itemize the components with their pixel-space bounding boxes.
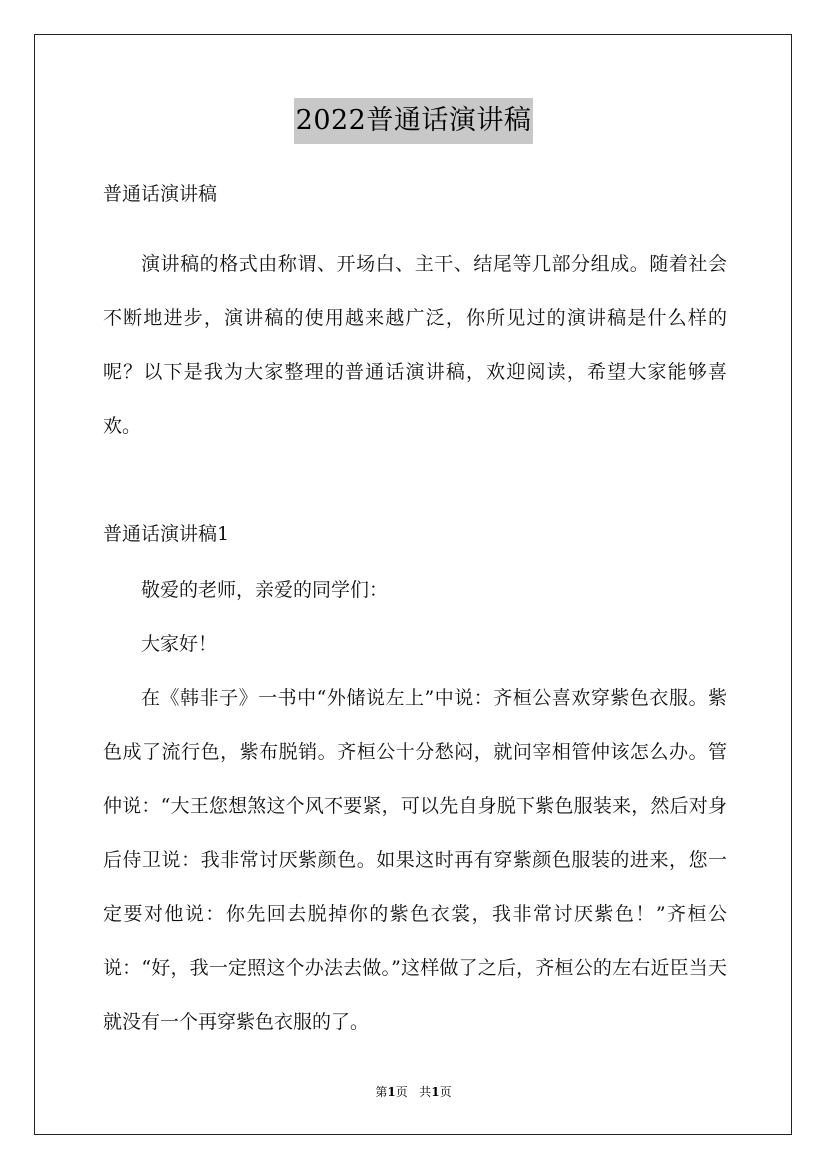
- total-pages: 1: [431, 1085, 440, 1099]
- total-label-suffix: 页: [439, 1085, 452, 1099]
- page-label-suffix: 页: [395, 1085, 408, 1099]
- page-label-prefix: 第: [375, 1085, 388, 1099]
- section-title: 普通话演讲稿1: [103, 523, 230, 545]
- spacer: [103, 453, 727, 515]
- document-body: [103, 175, 727, 1049]
- intro-paragraph: 演讲稿的格式由称谓、开场白、主干、结尾等几部分组成。随着社会不断地进步，演讲稿的使用越来越广泛，你所见过的演讲稿是什么样的呢？以下是我为大家整理的普通话演讲稿，欢迎阅读，希望大家能够喜欢。: [103, 253, 727, 437]
- total-label-prefix: 共: [419, 1085, 432, 1099]
- greeting: 大家好！: [141, 633, 218, 655]
- document-title: 2022普通话演讲稿: [294, 98, 534, 144]
- salutation: 敬爱的老师，亲爱的同学们：: [141, 579, 389, 601]
- body-paragraph: 在《韩非子》一书中“外储说左上”中说：齐桓公喜欢穿紫色衣服。紫色成了流行色，紫布脱销。齐桓公十分愁闷，就问宰相管仲该怎么办。管仲说：“大王您想煞这个风不要紧，可以先自身脱下紫色服装来，然后对身后侍卫说：我非常讨厌紫颜色。如果这时再有穿紫颜色服装的进来，您一定要对他说：你先回去脱掉你的紫色衣裳，我非常讨厌紫色！”齐桓公说：“好，我一定照这个办法去做。”这样做了之后，齐桓公的左右近臣当天就没有一个再穿紫色衣服的了。: [103, 687, 727, 1033]
- page-footer: [0, 1083, 827, 1101]
- spacer: [103, 553, 727, 563]
- page-number: 1: [387, 1085, 396, 1099]
- document-heading: 普通话演讲稿: [103, 183, 218, 205]
- title-container: [0, 98, 827, 144]
- spacer: [103, 213, 727, 237]
